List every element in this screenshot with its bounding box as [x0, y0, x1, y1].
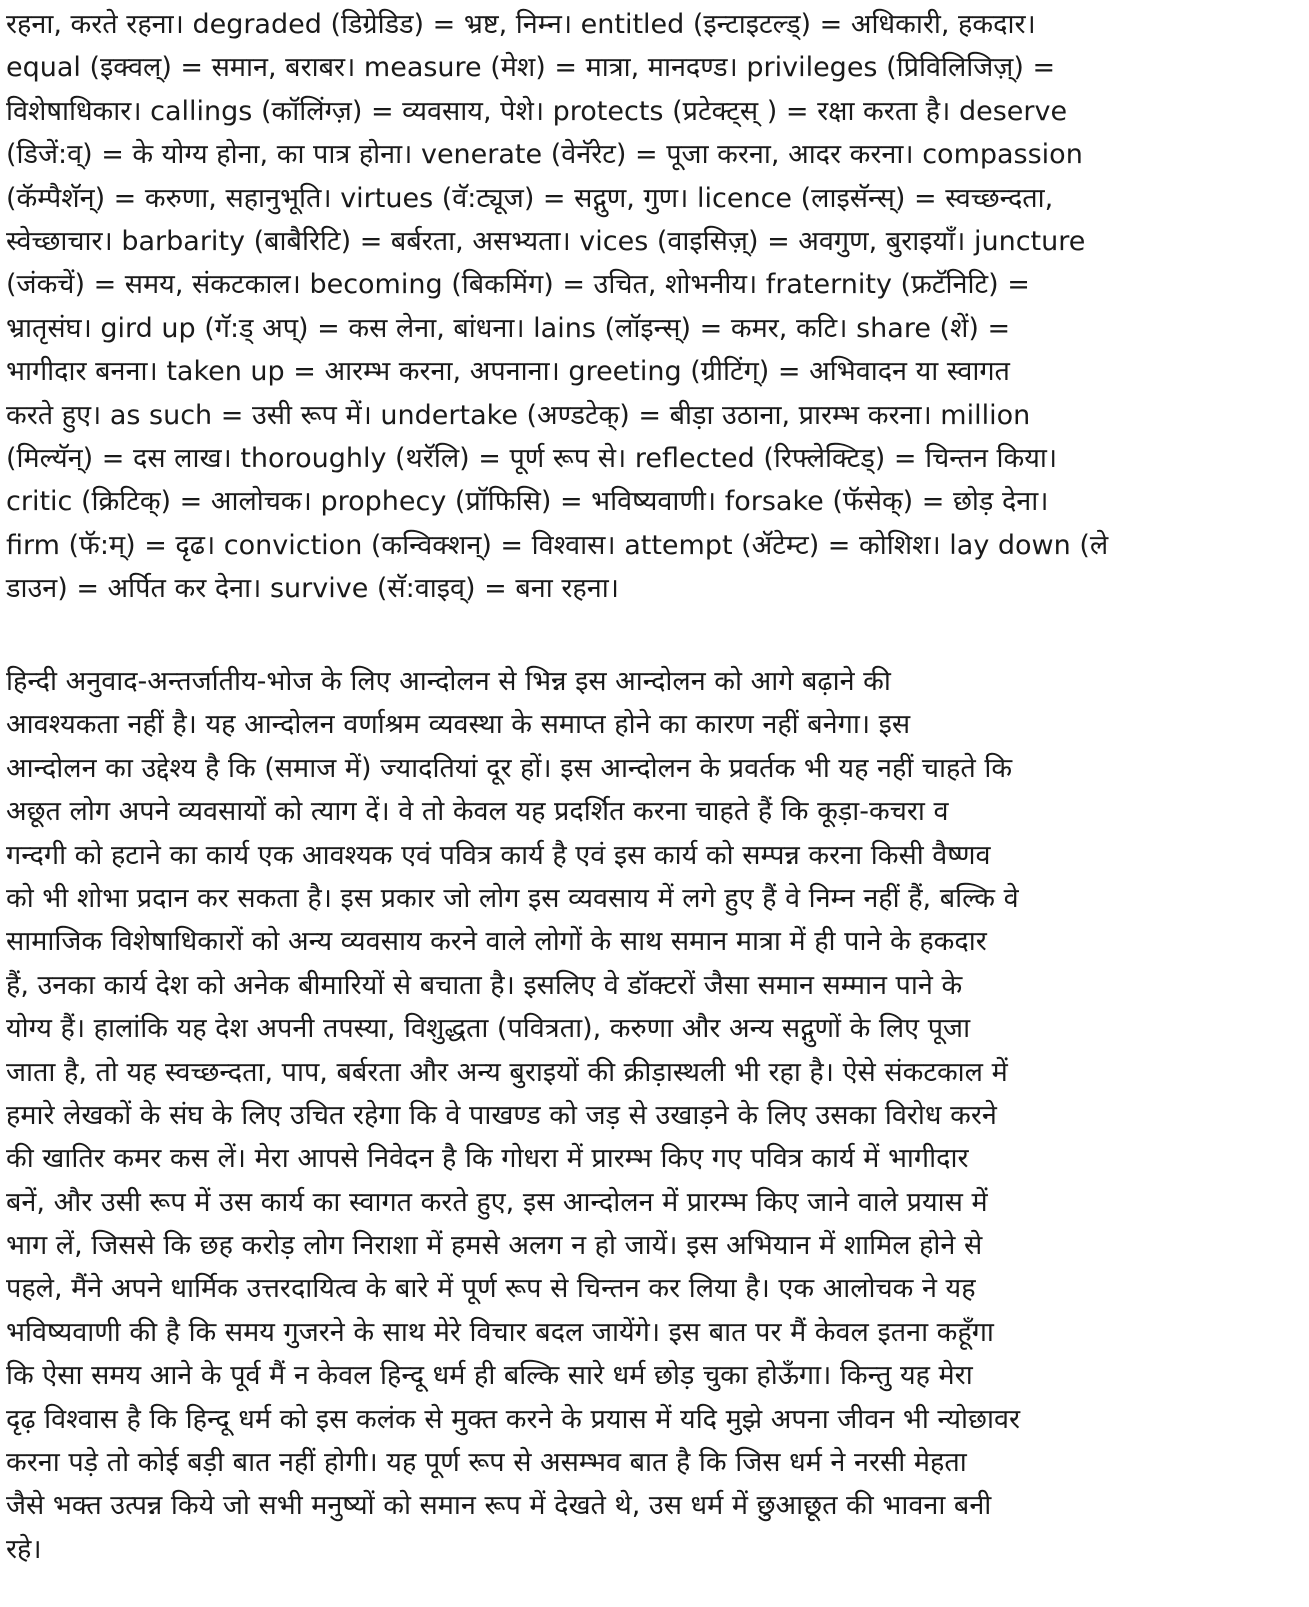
translation-line: आवश्यकता नहीं है। यह आन्दोलन वर्णाश्रम व्यवस्था के समाप्त होने का कारण नहीं बनेगा। इस: [6, 709, 911, 741]
glossary-paragraph: [6, 3, 1108, 610]
translation-line: कि ऐसा समय आने के पूर्व मैं न केवल हिन्दू धर्म ही बल्कि सारे धर्म छोड़ चुका होऊँगा। किन्तु यह मेरा: [6, 1360, 973, 1392]
translation-line: दृढ़ विश्वास है कि हिन्दू धर्म को इस कलंक से मुक्त करने के प्रयास में यदि मुझे अपना जीवन भी न्योछावर: [6, 1403, 1021, 1435]
translation-line: बनें, और उसी रूप में उस कार्य का स्वागत करते हुए, इस आन्दोलन में प्रारम्भ किए जाने वाले प्रयास में: [6, 1186, 988, 1218]
glossary-line: equal (इक्वल्) = समान, बराबर। measure (मेश) = मात्रा, मानदण्ड। privileges (प्रिविलिजिज़्) =: [6, 52, 1056, 84]
glossary-line: भागीदार बनना। taken up = आरम्भ करना, अपनाना। greeting (ग्रीटिंग्) = अभिवादन या स्वागत: [6, 356, 1010, 388]
glossary-line: डाउन) = अर्पित कर देना। survive (सॅ:वाइव्) = बना रहना।: [6, 573, 619, 605]
translation-line: आन्दोलन का उद्देश्य है कि (समाज में) ज्यादतियां दूर हों। इस आन्दोलन के प्रवर्तक भी यह नहीं चाहते कि: [6, 752, 1013, 784]
translation-line: भविष्यवाणी की है कि समय गुजरने के साथ मेरे विचार बदल जायेंगे। इस बात पर मैं केवल इतना कहूँगा: [6, 1316, 994, 1348]
translation-line: करना पड़े तो कोई बड़ी बात नहीं होगी। यह पूर्ण रूप से असम्भव बात है कि जिस धर्म ने नरसी मेहता: [6, 1447, 967, 1479]
glossary-line: (कॅम्पैशॅन्) = करुणा, सहानुभूति। virtues (वॅ:ट्यूज) = सद्गुण, गुण। licence (लाइसॅन्स्) = स्वच्छन्दता,: [6, 182, 1054, 214]
glossary-line: करते हुए। as such = उसी रूप में। undertake (अण्डटेक्) = बीड़ा उठाना, प्रारम्भ करना। million: [6, 399, 1031, 431]
glossary-line: (डिजें:व्) = के योग्य होना, का पात्र होना। venerate (वेनॅरेट) = पूजा करना, आदर करना। compassion: [6, 139, 1083, 171]
translation-line: जाता है, तो यह स्वच्छन्दता, पाप, बर्बरता और अन्य बुराइयों की क्रीड़ास्थली भी रहा है। ऐसे संकटकाल में: [6, 1056, 1008, 1088]
translation-line: सामाजिक विशेषाधिकारों को अन्य व्यवसाय करने वाले लोगों के साथ समान मात्रा में ही पाने के हकदार: [6, 926, 987, 958]
translation-line: की खातिर कमर कस लें। मेरा आपसे निवेदन है कि गोधरा में प्रारम्भ किए गए पवित्र कार्य में भागीदार: [6, 1143, 969, 1175]
translation-line: गन्दगी को हटाने का कार्य एक आवश्यक एवं पवित्र कार्य है एवं इस कार्य को सम्पन्न करना किसी वैष्णव: [6, 839, 991, 871]
translation-line: अछूत लोग अपने व्यवसायों को त्याग दें। वे तो केवल यह प्रदर्शित करना चाहते हैं कि कूड़ा-कचरा व: [6, 796, 949, 828]
glossary-line: रहना, करते रहना। degraded (डिग्रेडिड) = भ्रष्ट, निम्न। entitled (इन्टाइटल्ड्) = अधिकारी, हकदार।: [6, 9, 1036, 40]
translation-line: को भी शोभा प्रदान कर सकता है। इस प्रकार जो लोग इस व्यवसाय में लगे हुए हैं वे निम्न नहीं हैं, बल्कि वे: [6, 882, 1019, 914]
glossary-line: critic (क्रिटिक्) = आलोचक। prophecy (प्रॉफिसि) = भविष्यवाणी। forsake (फॅसेक्) = छोड़ देना।: [6, 486, 1049, 518]
translation-line: हमारे लेखकों के संघ के लिए उचित रहेगा कि वे पाखण्ड को जड़ से उखाड़ने के लिए उसका विरोध करने: [6, 1099, 997, 1131]
translation-line: हैं, उनका कार्य देश को अनेक बीमारियों से बचाता है। इसलिए वे डॉक्टरों जैसा समान सम्मान पाने के: [6, 969, 963, 1001]
glossary-line: भ्रातृसंघ। gird up (गॅ:ड् अप्) = कस लेना, बांधना। lains (लॉइन्स्) = कमर, कटि। share (शें) =: [6, 312, 1011, 344]
glossary-line: (जंकचें) = समय, संकटकाल। becoming (बिकमिंग) = उचित, शोभनीय। fraternity (फ्रटॅनिटि) =: [6, 269, 1030, 301]
translation-line: योग्य हैं। हालांकि यह देश अपनी तपस्या, विशुद्धता (पवित्रता), करुणा और अन्य सद्गुणों के लिए पूजा: [6, 1013, 971, 1045]
translation-line: रहे।: [6, 1533, 42, 1565]
translation-line: पहले, मैंने अपने धार्मिक उत्तरदायित्व के बारे में पूर्ण रूप से चिन्तन कर लिया है। एक आलोचक ने यह: [6, 1273, 976, 1305]
glossary-line: स्वेच्छाचार। barbarity (बाबैरिटि) = बर्बरता, असभ्यता। vices (वाइसिज़्) = अवगुण, बुराइयाँ। juncture: [6, 225, 1086, 257]
glossary-line: firm (फॅ:म्) = दृढ। conviction (कन्विक्शन्) = विश्वास। attempt (ॲटेम्ट) = कोशिश। lay down (ले: [6, 529, 1109, 561]
translation-line: भाग लें, जिससे कि छह करोड़ लोग निराशा में हमसे अलग न हो जायें। इस अभियान में शामिल होने से: [6, 1230, 983, 1262]
translation-line: जैसे भक्त उत्पन्न किये जो सभी मनुष्यों को समान रूप में देखते थे, उस धर्म में छुआछूत की भावना बनी: [6, 1490, 992, 1522]
glossary-line: विशेषाधिकार। callings (कॉलिंग्ज़) = व्यवसाय, पेशे। protects (प्रटेक्ट्स् ) = रक्षा करता है। deserve: [6, 95, 1068, 127]
glossary-line: (मिल्यॅन्) = दस लाख। thoroughly (थरॅलि) = पूर्ण रूप से। reflected (रिफ्लेक्टिड्) = चिन्तन किया।: [6, 442, 1058, 474]
hindi-translation-paragraph: [6, 660, 1020, 1571]
translation-line: हिन्दी अनुवाद-अन्तर्जातीय-भोज के लिए आन्दोलन से भिन्न इस आन्दोलन को आगे बढ़ाने की: [6, 666, 891, 697]
